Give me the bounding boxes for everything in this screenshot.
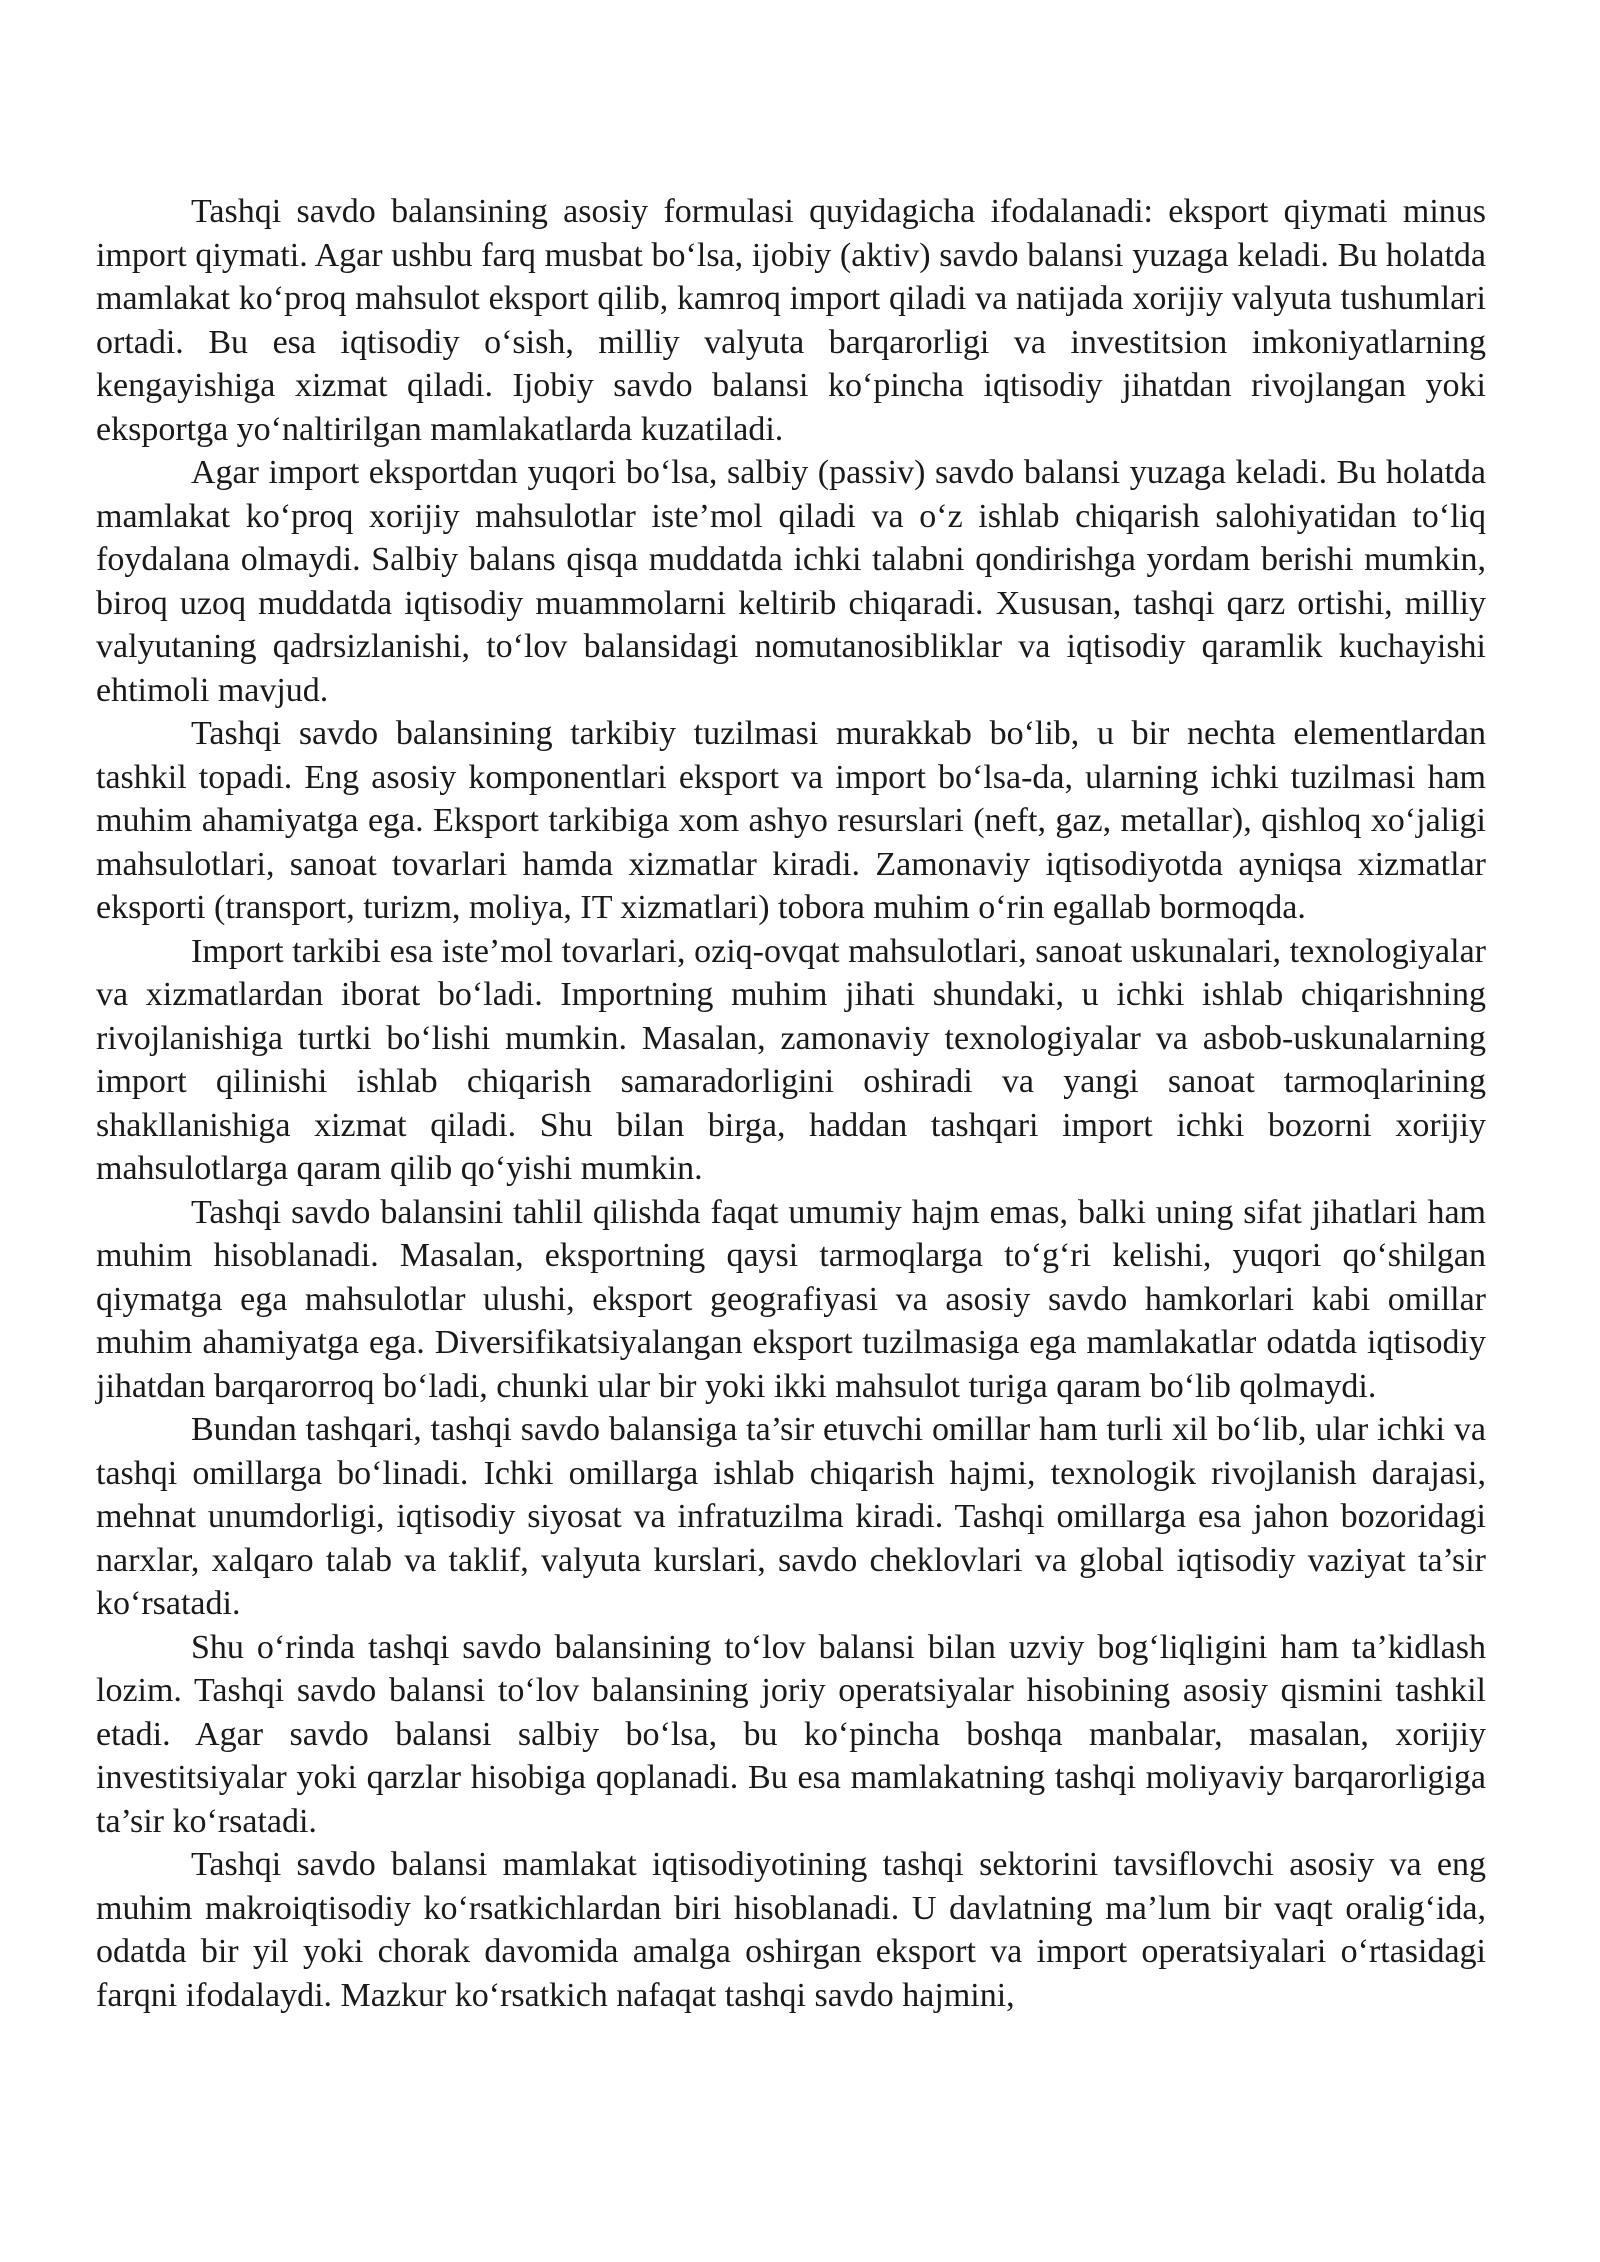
paragraph-trade-balance-formula: Tashqi savdo balansining asosiy formulasi quyidagicha ifodalanadi: eksport qiymati minus import qiymati. Agar ushbu farq musbat bo‘lsa, ijobiy (aktiv) savdo balansi yuzaga keladi. Bu holatda mamlakat ko‘proq mahsulot eksport qilib, kamroq import qiladi va natijada xorijiy valyuta tushumlari ortadi. Bu esa iqtisodiy o‘sish, milliy valyuta barqarorligi va investitsion imkoniyatlarning kengayishiga xizmat qiladi. Ijobiy savdo balansi ko‘pincha iqtisodiy jihatdan rivojlangan yoki eksportga yo‘naltirilgan mamlakatlarda kuzatiladi. xyxy=(96,193,1486,448)
paragraph-import-composition: Import tarkibi esa iste’mol tovarlari, oziq-ovqat mahsulotlari, sanoat uskunalari, texnologiyalar va xizmatlardan iborat bo‘ladi. Importning muhim jihati shundaki, u ichki ishlab chiqarishning rivojlanishiga turtki bo‘lishi mumkin. Masalan, zamonaviy texnologiyalar va asbob-uskunalarning import qilinishi ishlab chiqarish samaradorligini oshiradi va yangi sanoat tarmoqlarining shakllanishiga xizmat qiladi. Shu bilan birga, haddan tashqari import ichki bozorni xorijiy mahsulotlarga qaram qilib qo‘yishi mumkin. xyxy=(96,932,1486,1187)
paragraph-negative-balance: Agar import eksportdan yuqori bo‘lsa, salbiy (passiv) savdo balansi yuzaga keladi. Bu holatda mamlakat ko‘proq xorijiy mahsulotlar iste’mol qiladi va o‘z ishlab chiqarish salohiyatidan to‘liq foydalana olmaydi. Salbiy balans qisqa muddatda ichki talabni qondirishga yordam berishi mumkin, biroq uzoq muddatda iqtisodiy muammolarni keltirib chiqaradi. Xususan, tashqi qarz ortishi, milliy valyutaning qadrsizlanishi, to‘lov balansidagi nomutanosibliklar va iqtisodiy qaramlik kuchayishi ehtimoli mavjud. xyxy=(96,454,1486,709)
paragraph-structure: Tashqi savdo balansining tarkibiy tuzilmasi murakkab bo‘lib, u bir nechta elementlardan tashkil topadi. Eng asosiy komponentlari eksport va import bo‘lsa-da, ularning ichki tuzilmasi ham muhim ahamiyatga ega. Eksport tarkibiga xom ashyo resurslari (neft, gaz, metallar), qishloq xo‘jaligi mahsulotlari, sanoat tovarlari hamda xizmatlar kiradi. Zamonaviy iqtisodiyotda ayniqsa xizmatlar eksporti (transport, turizm, moliya, IT xizmatlari) tobora muhim o‘rin egallab bormoqda. xyxy=(96,715,1486,926)
paragraph-macro-indicator: Tashqi savdo balansi mamlakat iqtisodiyotining tashqi sektorini tavsiflovchi asosiy va eng muhim makroiqtisodiy ko‘rsatkichlardan biri hisoblanadi. U davlatning ma’lum bir vaqt oralig‘ida, odatda bir yil yoki chorak davomida amalga oshirgan eksport va import operatsiyalari o‘rtasidagi farqni ifodalaydi. Mazkur ko‘rsatkich nafaqat tashqi savdo hajmini, xyxy=(96,1846,1486,2014)
document-page xyxy=(96,190,1486,2017)
paragraph-payment-balance-link: Shu o‘rinda tashqi savdo balansining to‘lov balansi bilan uzviy bog‘liqligini ham ta’kidlash lozim. Tashqi savdo balansi to‘lov balansining joriy operatsiyalar hisobining asosiy qismini tashkil etadi. Agar savdo balansi salbiy bo‘lsa, bu ko‘pincha boshqa manbalar, masalan, xorijiy investitsiyalar yoki qarzlar hisobiga qoplanadi. Bu esa mamlakatning tashqi moliyaviy barqarorligiga ta’sir ko‘rsatadi. xyxy=(96,1628,1486,1840)
paragraph-quality-analysis: Tashqi savdo balansini tahlil qilishda faqat umumiy hajm emas, balki uning sifat jihatlari ham muhim hisoblanadi. Masalan, eksportning qaysi tarmoqlarga to‘g‘ri kelishi, yuqori qo‘shilgan qiymatga ega mahsulotlar ulushi, eksport geografiyasi va asosiy savdo hamkorlari kabi omillar muhim ahamiyatga ega. Diversifikatsiyalangan eksport tuzilmasiga ega mamlakatlar odatda iqtisodiy jihatdan barqarorroq bo‘ladi, chunki ular bir yoki ikki mahsulot turiga qaram bo‘lib qolmaydi. xyxy=(96,1193,1486,1405)
paragraph-influencing-factors: Bundan tashqari, tashqi savdo balansiga ta’sir etuvchi omillar ham turli xil bo‘lib, ular ichki va tashqi omillarga bo‘linadi. Ichki omillarga ishlab chiqarish hajmi, texnologik rivojlanish darajasi, mehnat unumdorligi, iqtisodiy siyosat va infratuzilma kiradi. Tashqi omillarga esa jahon bozoridagi narxlar, xalqaro talab va taklif, valyuta kurslari, savdo cheklovlari va global iqtisodiy vaziyat ta’sir ko‘rsatadi. xyxy=(96,1411,1486,1622)
